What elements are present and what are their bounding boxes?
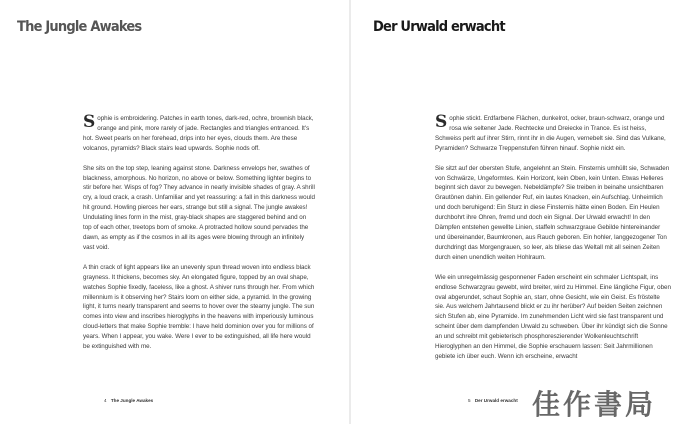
drop-cap: S bbox=[83, 112, 96, 132]
page-title-english: The Jungle Awakes bbox=[17, 19, 142, 35]
page-footer bbox=[468, 398, 518, 403]
drop-cap: S bbox=[435, 112, 448, 132]
page-footer bbox=[104, 398, 153, 403]
running-title: The Jungle Awakes bbox=[110, 398, 154, 403]
paragraph: Sie sitzt auf der obersten Stufe, angelehnt an Stein. Finsternis umhüllt sie, Schwaden von Schwärze, Ungeformtes. Kein Horizont, kein Oben, kein Unten. Etwas Helleres beginnt sich davor zu bewegen. Nebeldämpfe? Sie treiben in beinahe unsichtbaren Grautönen dahin. Ein gellender Ruf, ein lautes Knacken, ein Aufschlag. Unheimlich und doch beruhigend: Ein Sturz in diese Finsternis hätte einen Boden. Ein Heulen durchbohrt ihre Ohren, fremd und doch ein Signal. Der Urwald erwacht! In den Dämpfen entstehen gewellte Linien, staffeln schwarzgraue Gebilde hintereinander und übereinander, Baumkronen, aus Rauch geboren. Ein hohler, langgezogener Ton durchdringt das Morgengrauen, so leer, als bliese das Weltall mit all seinen Zeiten durch einen unendlich weiten Hohlraum. bbox=[435, 164, 670, 261]
english-body-text bbox=[83, 114, 315, 362]
paragraph: She sits on the top step, leaning against stone. Darkness envelops her, swathes of blackness, amorphous. No horizon, no above or below. Something lighter begins to stir before her. Wisps of fog? They advance in nearly invisible shades of gray. A shrill cry, a loud crack, a crash. Unfamiliar and yet reassuring: a fall in this darkness would hit ground. Howling pierces her ears, strange but still a signal. The jungle awakes! Undulating lines form in the mist, gray-black shapes are staggered behind and on top of each other, treetops born of smoke. A protracted hollow sound pervades the dawn, as empty as if the cosmos in all its ages were blowing through an infinitely vast void. bbox=[83, 164, 315, 251]
german-body-text bbox=[435, 114, 671, 372]
page-title-german: Der Urwald erwacht bbox=[373, 19, 505, 35]
watermark: 佳作書局 bbox=[532, 388, 657, 421]
paragraph: A thin crack of light appears like an unevenly spun thread woven into endless black grayness. It thickens, becomes sky. An elongated figure, topped by an oval shape, watches Sophie fixedly, faceless, like a ghost. A shiver runs through her. From which millennium is it observing her? Stairs loom on either side, a pyramid. In the growing light, it turns nearly transparent and seems to hover over the steamy jungle. The sun comes into view and inscribes hieroglyphs in the heavens with imperiously luminous cloud-letters that make Sophie tremble: I have held dominion over you for millions of years. When I appear, you wake. Were I ever to be extinguished, all life here would be extinguished with me. bbox=[83, 263, 315, 351]
paragraph bbox=[435, 114, 671, 154]
paragraph: Wie ein unregelmässig gesponnener Faden erscheint ein schmaler Lichtspalt, ins endlose Schwarzgrau gewebt, wird breiter, wird zu Himmel. Eine längliche Figur, oben oval abgerundet, schaut Sophie an, starr, ohne Gesicht, wie ein Geist. Es fröstelte sie. Aus welchem Jahrtausend blickt er zu ihr herüber? Auf beiden Seiten zeichnen sich Stufen ab, eine Pyramide. Im zunehmenden Licht wird sie fast transparent und scheint über dem dampfenden Urwald zu schweben. Über ihr kündigt sich die Sonne an und schreibt mit gebieterisch phosphoreszierender Wolkenleuchtschrift Hieroglyphen an den Himmel, die Sophie erschauern lassen: Seit Jahrmillionen gebiete ich über euch. Wenn ich erscheine, erwacht bbox=[435, 273, 671, 360]
paragraph bbox=[83, 114, 315, 154]
running-title: Der Urwald erwacht bbox=[474, 398, 518, 403]
right-page bbox=[350, 0, 700, 424]
page-number: 4 bbox=[104, 398, 107, 403]
page-number: 5 bbox=[468, 398, 471, 403]
paragraph-text: ophie is embroidering. Patches in earth tones, dark-red, ochre, brownish black, orange and pink, more rarely of jade. Rectangles and triangles entranced. It's hot. Sweet pearls on her forehead, drips into her eyes, clouds them. Are these volcanos, pyramids? Black stairs lead upwards. Sophie nods off. bbox=[83, 115, 314, 152]
paragraph-text: ophie stickt. Erdfarbene Flächen, dunkelrot, ocker, braun-schwarz, orange und rosa wie seltener Jade. Rechtecke und Dreiecke in Trance. Es ist heiss, Schweiss perlt auf ihrer Stirn, rinnt ihr in die Augen, vernebelt sie. Sind das Vulkane, Pyramiden? Schwarze Treppenstufen führen hinauf. Sophie nickt ein. bbox=[435, 115, 666, 152]
